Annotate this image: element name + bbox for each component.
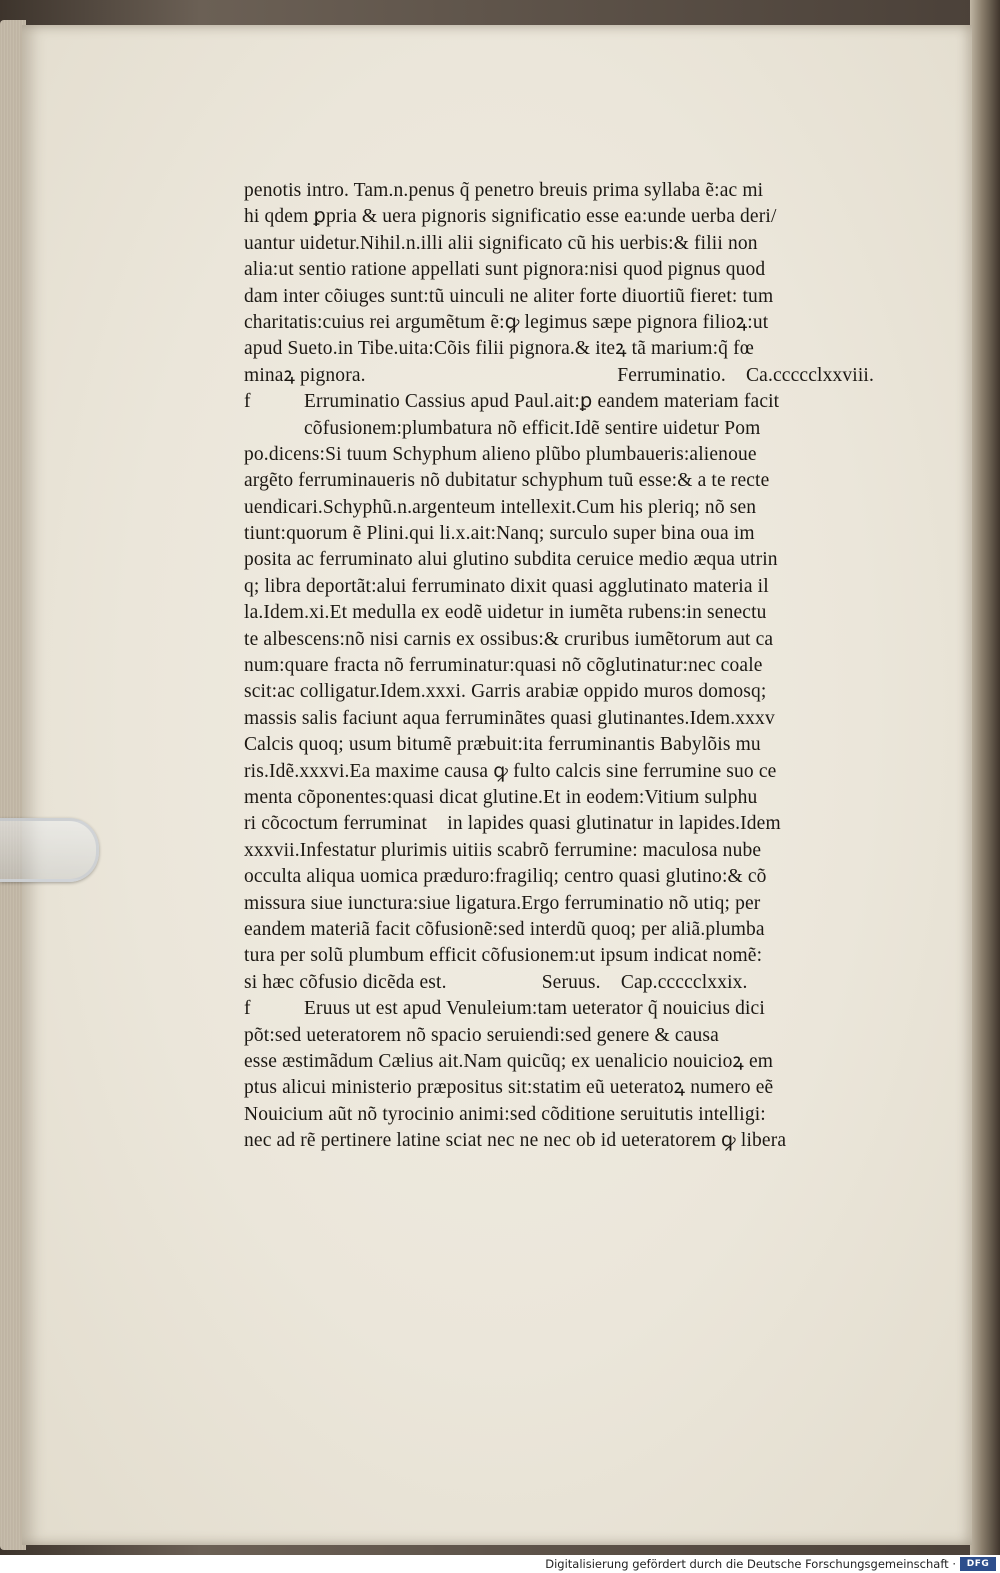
chapter-heading <box>617 363 909 389</box>
text-line: menta cõponentes:quasi dicat glutine.Et in eodem:Vitium sulphu <box>244 786 758 808</box>
text-line: uantur uidetur.Nihil.n.illi alii significato cũ his uerbis:& filii non <box>244 232 758 254</box>
chapter-number: Ca.ccccclxxviii. <box>745 364 874 386</box>
text-line: charitatis:cuius rei argumẽtum ẽ:ꝙ legimus sæpe pignora filioꝝ:ut <box>244 311 769 333</box>
chapter-title: Ferruminatio. <box>617 364 726 386</box>
page-stack-right <box>970 0 1000 1555</box>
text-line: q; libra deportãt:alui ferruminato dixit quasi agglutinato materia il <box>244 575 769 597</box>
text-line: nec ad rẽ pertinere latine sciat nec ne nec ob id ueteratorem ꝙ libera <box>244 1130 787 1152</box>
text-line: uendicari.Schyphũ.n.argenteum intellexit.Cum his pleriq; nõ sen <box>244 496 757 518</box>
text-line: ri cõcoctum ferruminatᷣ in lapides quasi glutinatur in lapides.Idem <box>244 813 781 835</box>
section-text: Erruminatio Cassius apud Paul.ait:ꝑ eandem materiam facit <box>304 391 780 413</box>
text-line: Nouicium aũt nõ tyrocinio animi:sed cõditione seruitutis intelligi: <box>244 1103 766 1125</box>
text-line-end: si hæc cõfusio dicẽda est. <box>244 971 447 993</box>
chapter-heading <box>542 970 748 996</box>
paper-clip <box>0 818 99 882</box>
chapter-number: Cap.ccccclxxix. <box>620 971 748 993</box>
text-line: te albescens:nõ nisi carnis ex ossibus:& cruribus iumẽtorum aut ca <box>244 628 774 650</box>
text-line: massis salis faciunt aqua ferruminãtes quasi glutinantes.Idem.xxxv <box>244 707 775 729</box>
guide-letter: f <box>244 391 251 413</box>
text-line: apud Sueto.in Tibe.uita:Cõis filii pignora.& iteꝝ tã marium:q̃ fœ <box>244 338 754 360</box>
text-line: alia:ut sentio ratione appellati sunt pignora:nisi quod pignus quod <box>244 259 766 281</box>
text-line: cõfusionem:plumbatura nõ efficit.Idẽ sentire uidetur Pom <box>304 417 761 439</box>
text-line: ptus alicui ministerio præpositus sit:statim eũ ueteratoꝝ numero eẽ <box>244 1077 774 1099</box>
text-line: argẽto ferruminaueris nõ dubitatur schyphum tuũ esse:& a te recte <box>244 470 770 492</box>
text-line: tura per solũ plumbum efficit cõfusionem:ut ipsum indicat nomẽ: <box>244 945 763 967</box>
section-first-line <box>244 996 909 1022</box>
text-line: scit:ac colligatur.Idem.xxxi. Garris arabiæ oppido muros domosq; <box>244 681 767 703</box>
text-line: ris.Idẽ.xxxvi.Ea maxime causa ꝙ fulto calcis sine ferrumine suo ce <box>244 760 777 782</box>
text-line: la.Idem.xi.Et medulla ex eodẽ uidetur in iumẽta rubens:in senectu <box>244 602 767 624</box>
text-line: penotis intro. Tam.n.penus q̃ penetro breuis prima syllaba ẽ:ac mi <box>244 180 764 201</box>
text-line: tiunt:quorum ẽ Plini.qui li.x.ait:Nanq; surculo super bina oua im <box>244 523 755 545</box>
dfg-logo[interactable]: DFG <box>960 1557 996 1571</box>
text-line: po.dicens:Si tuum Schyphum alieno plũbo plumbaueris:alienoue <box>244 443 757 465</box>
section-text: Eruus ut est apud Venuleium:tam ueterator q̃ nouicius dici <box>304 998 765 1020</box>
digitization-credit: Digitalisierung gefördert durch die Deutsche Forschungsgemeinschaft · <box>545 1557 956 1571</box>
text-line: Calcis quoq; usum bitumẽ præbuit:ita ferruminantis Babylõis mu <box>244 734 761 756</box>
chapter-heading-line <box>244 363 909 389</box>
text-line-end: minaꝝ pignora. <box>244 364 366 386</box>
text-line: xxxvii.Infestatur plurimis uitiis scabrõ ferrumine: maculosa nube <box>244 839 762 861</box>
text-line: num:quare fracta nõ ferruminatur:quasi nõ cõglutinatur:nec coale <box>244 655 763 677</box>
guide-letter: f <box>244 998 251 1020</box>
text-line: eandem materiã facit cõfusionẽ:sed interdũ quoq; per aliã.plumba <box>244 918 765 940</box>
chapter-title: Seruus. <box>541 971 601 993</box>
text-line: posita ac ferruminato alui glutino subdita ceruice medio æqua utrin <box>244 549 778 571</box>
text-line: missura siue iunctura:siue ligatura.Ergo ferruminatio nõ utiq; per <box>244 892 761 914</box>
section-first-line <box>244 389 909 415</box>
text-line: hi qdem ꝑpria & uera pignoris significatio esse ea:unde uerba deri/ <box>244 206 777 228</box>
text-line: esse æstimãdum Cælius ait.Nam quicũq; ex uenalicio nouicioꝝ em <box>244 1050 774 1072</box>
footer-bar <box>0 1555 1000 1573</box>
text-line: occulta aliqua uomica præduro:fragiliq; centro quasi glutino:& cõ <box>244 866 767 888</box>
text-block <box>244 178 909 1154</box>
text-line: dam inter cõiuges sunt:tũ uinculi ne aliter forte diuortiũ fieret: tum <box>244 285 774 307</box>
text-line: põt:sed ueteratorem nõ spacio seruiendi:sed genere & causa <box>244 1024 719 1046</box>
chapter-heading-line <box>244 970 909 996</box>
